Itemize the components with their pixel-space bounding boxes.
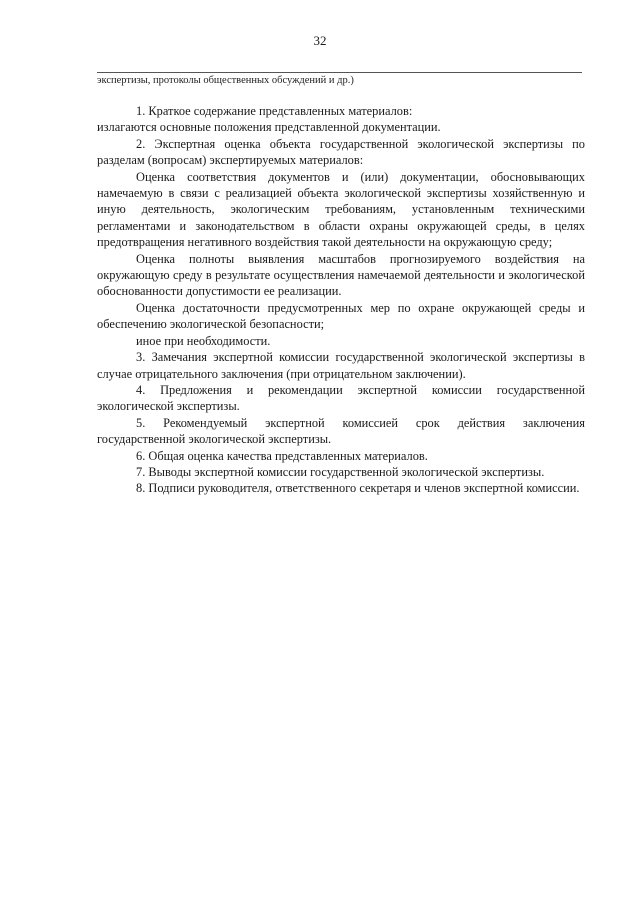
item-2: 2. Экспертная оценка объекта государственной экологической экспертизы по разделам (вопросам) экспертируемых материалов: <box>97 136 585 168</box>
item-6: 6. Общая оценка качества представленных материалов. <box>136 448 428 463</box>
document-body <box>97 103 585 497</box>
top-rule <box>97 72 582 73</box>
item-2-criterion-sufficiency: Оценка достаточности предусмотренных мер по охране окружающей среды и обеспечению экологической безопасности; <box>97 300 585 332</box>
item-5: 5. Рекомендуемый экспертной комиссией срок действия заключения государственной экологической экспертизы. <box>97 415 585 447</box>
item-8: 8. Подписи руководителя, ответственного секретаря и членов экспертной комиссии. <box>136 481 580 496</box>
item-3: 3. Замечания экспертной комиссии государственной экологической экспертизы в случае отрицательного заключения (при отрицательном заключении). <box>97 350 585 381</box>
continuation-line: экспертизы, протоколы общественных обсуждений и др.) <box>97 75 354 86</box>
item-2-criterion-completeness: Оценка полноты выявления масштабов прогнозируемого воздействия на окружающую среду в результате осуществления намечаемой деятельности и экологической обоснованности допустимости ее реализации. <box>97 251 585 299</box>
item-4: 4. Предложения и рекомендации экспертной комиссии государственной экологической экспертизы. <box>97 382 585 414</box>
item-7: 7. Выводы экспертной комиссии государственной экологической экспертизы. <box>136 464 545 479</box>
item-1: 1. Краткое содержание представленных материалов: <box>136 104 413 118</box>
page-number: 32 <box>313 33 327 48</box>
item-2-criterion-compliance: Оценка соответствия документов и (или) документации, обосновывающих намечаемую в связи с реализацией объекта экологической экспертизы хозяйственную и иную деятельность, экологическим требованиям, установленным техническими регламентами и законодательством в области охраны окружающей среды, в целях предотвращения негативного воздействия такой деятельности на окружающую среду; <box>97 169 585 250</box>
item-2-criterion-other: иное при необходимости. <box>136 333 271 348</box>
item-1-description: излагаются основные положения представленной документации. <box>97 120 441 135</box>
